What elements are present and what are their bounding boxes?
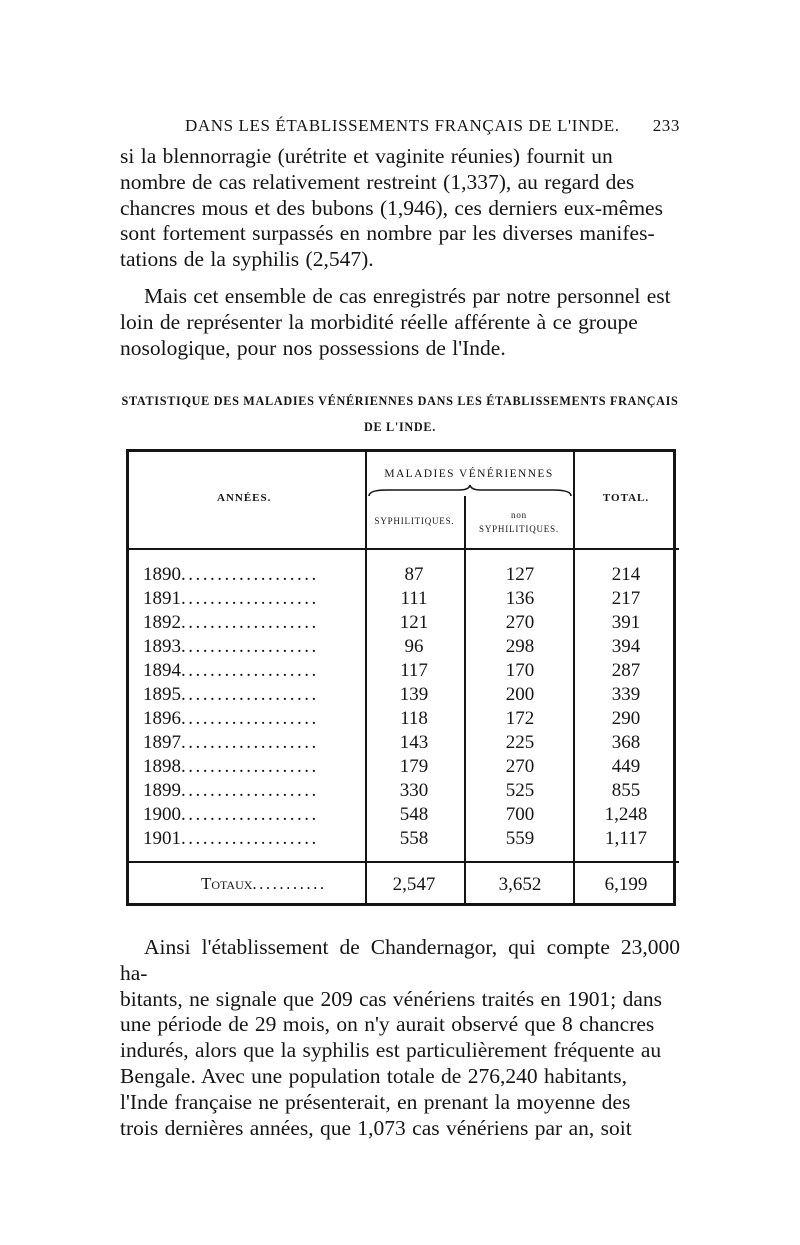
- total-cell: 290: [611, 708, 641, 729]
- header-total: TOTAL.: [602, 492, 650, 504]
- table-row: [129, 828, 679, 852]
- dot-leader: ...........: [252, 874, 327, 893]
- syphilitic-cell: 558: [399, 828, 429, 849]
- year-value: 1893: [143, 636, 181, 657]
- year-cell: [143, 612, 365, 634]
- table-row: [129, 660, 679, 684]
- non-syphilitic-cell: 136: [505, 588, 535, 609]
- syphilitic-cell: 139: [399, 684, 429, 705]
- year-cell: [143, 684, 365, 706]
- year-cell: [143, 708, 365, 730]
- table-row: [129, 732, 679, 756]
- table-row: [129, 588, 679, 612]
- header-annees: ANNÉES.: [217, 492, 272, 504]
- paragraph-1: [120, 144, 680, 273]
- text-line: trois dernières années, que 1,073 cas vénériens par an, soit: [120, 1115, 632, 1140]
- text-line: nosologique, pour nos possessions de l'Inde.: [120, 335, 506, 360]
- syphilitic-cell: 179: [399, 756, 429, 777]
- year-value: 1901: [143, 828, 181, 849]
- total-syphilitic-cell: 2,547: [392, 874, 436, 895]
- table-row: [129, 564, 679, 588]
- year-value: 1899: [143, 780, 181, 801]
- dot-leader: ...................: [181, 612, 319, 633]
- dot-leader: ...................: [181, 732, 319, 753]
- year-value: 1894: [143, 660, 181, 681]
- year-value: 1898: [143, 756, 181, 777]
- table-caption-line-1: STATISTIQUE DES MALADIES VÉNÉRIENNES DANS LES ÉTABLISSEMENTS FRANÇAIS: [121, 394, 679, 408]
- header-rule: [129, 548, 679, 550]
- dot-leader: ...................: [181, 780, 319, 801]
- syphilitic-cell: 121: [399, 612, 429, 633]
- total-cell: 394: [611, 636, 641, 657]
- dot-leader: ...................: [181, 756, 319, 777]
- syphilitic-cell: 96: [404, 636, 424, 657]
- dot-leader: ...................: [181, 804, 319, 825]
- header-syphilitiques: SYPHILITIQUES.: [374, 516, 455, 526]
- page-number: 233: [652, 116, 680, 135]
- dot-leader: ...................: [181, 588, 319, 609]
- text-line: une période de 29 mois, on n'y aurait observé que 8 chancres: [120, 1012, 655, 1037]
- year-value: 1892: [143, 612, 181, 633]
- text-line: sont fortement surpassés en nombre par les diverses manifes-: [120, 221, 655, 246]
- statistics-table: [126, 449, 676, 906]
- table-row: [129, 612, 679, 636]
- dot-leader: ...................: [181, 564, 319, 585]
- non-syphilitic-cell: 525: [505, 780, 535, 801]
- paragraph-2: [120, 284, 680, 361]
- total-cell: 855: [611, 780, 641, 801]
- header-brace: [367, 484, 573, 498]
- totals-label: Totaux: [201, 874, 253, 893]
- table-row: [129, 684, 679, 708]
- table-row: [129, 780, 679, 804]
- syphilitic-cell: 111: [400, 588, 428, 609]
- syphilitic-cell: 143: [399, 732, 429, 753]
- total-cell: 1,117: [604, 828, 648, 849]
- syphilitic-cell: 330: [399, 780, 429, 801]
- syphilitic-cell: 118: [400, 708, 428, 729]
- text-line: l'Inde française ne présenterait, en prenant la moyenne des: [120, 1089, 631, 1114]
- text-line: loin de représenter la morbidité réelle afférente à ce groupe: [120, 309, 638, 334]
- year-cell: [143, 780, 365, 802]
- totals-label-cell: [201, 874, 365, 894]
- running-head-title: DANS LES ÉTABLISSEMENTS FRANÇAIS DE L'INDE.: [185, 116, 620, 135]
- total-cell: 339: [611, 684, 641, 705]
- total-cell: 214: [611, 564, 641, 585]
- text-line: indurés, alors que la syphilis est particulièrement fréquente au: [120, 1038, 662, 1063]
- grand-total-cell: 6,199: [604, 874, 648, 895]
- dot-leader: ...................: [181, 660, 319, 681]
- non-syphilitic-cell: 559: [505, 828, 535, 849]
- year-cell: [143, 636, 365, 658]
- table-row: [129, 756, 679, 780]
- text-line: nombre de cas relativement restreint (1,337), au regard des: [120, 169, 635, 194]
- table-row: [129, 804, 679, 828]
- text-line: tations de la syphilis (2,547).: [120, 247, 374, 272]
- year-cell: [143, 732, 365, 754]
- dot-leader: ...................: [181, 828, 319, 849]
- year-cell: [143, 660, 365, 682]
- dot-leader: ...................: [181, 708, 319, 729]
- non-syphilitic-cell: 127: [505, 564, 535, 585]
- text-line: chancres mous et des bubons (1,946), ces derniers eux-mêmes: [120, 195, 663, 220]
- total-cell: 368: [611, 732, 641, 753]
- non-syphilitic-cell: 270: [505, 756, 535, 777]
- total-cell: 449: [611, 756, 641, 777]
- table-row: [129, 708, 679, 732]
- table-caption: [120, 388, 680, 440]
- total-cell: 217: [611, 588, 641, 609]
- text-line: Ainsi l'établissement de Chandernagor, qui compte 23,000 ha-: [120, 935, 680, 985]
- non-syphilitic-cell: 200: [505, 684, 535, 705]
- year-cell: [143, 804, 365, 826]
- paragraph-3: [120, 935, 680, 1141]
- year-value: 1896: [143, 708, 181, 729]
- table-caption-line-2: DE L'INDE.: [363, 420, 436, 434]
- non-syphilitic-cell: 170: [505, 660, 535, 681]
- year-value: 1891: [143, 588, 181, 609]
- total-cell: 391: [611, 612, 641, 633]
- total-non-syphilitic-cell: 3,652: [498, 874, 542, 895]
- running-head: [185, 116, 680, 136]
- syphilitic-cell: 87: [404, 564, 424, 585]
- year-value: 1897: [143, 732, 181, 753]
- non-syphilitic-cell: 270: [505, 612, 535, 633]
- year-cell: [143, 828, 365, 850]
- dot-leader: ...................: [181, 684, 319, 705]
- total-cell: 287: [611, 660, 641, 681]
- syphilitic-cell: 548: [399, 804, 429, 825]
- header-non-syphilitiques: [465, 508, 573, 536]
- year-cell: [143, 756, 365, 778]
- header-non-label: non: [511, 510, 527, 520]
- text-line: Mais cet ensemble de cas enregistrés par notre personnel est: [144, 284, 671, 308]
- dot-leader: ...................: [181, 636, 319, 657]
- totals-row: [129, 874, 679, 898]
- non-syphilitic-cell: 225: [505, 732, 535, 753]
- text-line: si la blennorragie (urétrite et vaginite réunies) fournit un: [120, 144, 613, 168]
- total-cell: 1,248: [604, 804, 648, 825]
- table-row: [129, 636, 679, 660]
- header-maladies-veneriennes: MALADIES VÉNÉRIENNES: [384, 468, 554, 480]
- text-line: bitants, ne signale que 209 cas vénériens traités en 1901; dans: [120, 986, 662, 1011]
- syphilitic-cell: 117: [400, 660, 428, 681]
- non-syphilitic-cell: 700: [505, 804, 535, 825]
- year-value: 1895: [143, 684, 181, 705]
- non-syphilitic-cell: 172: [505, 708, 535, 729]
- totals-rule: [129, 861, 679, 863]
- year-value: 1890: [143, 564, 181, 585]
- year-cell: [143, 588, 365, 610]
- year-value: 1900: [143, 804, 181, 825]
- non-syphilitic-cell: 298: [505, 636, 535, 657]
- header-non-syph-label: SYPHILITIQUES.: [479, 524, 559, 534]
- text-line: Bengale. Avec une population totale de 276,240 habitants,: [120, 1063, 627, 1088]
- year-cell: [143, 564, 365, 586]
